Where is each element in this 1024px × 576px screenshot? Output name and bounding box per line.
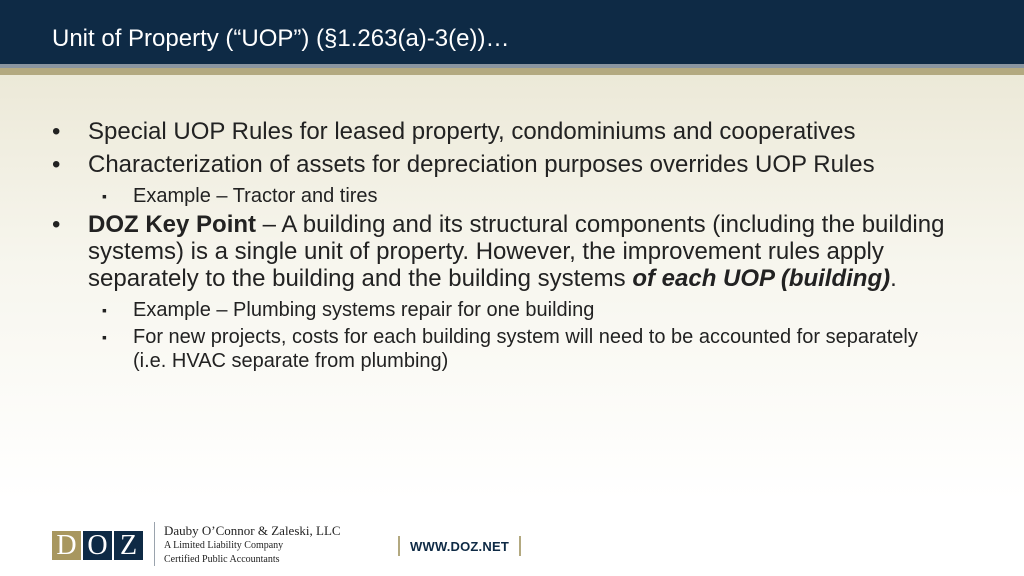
bullet-text: Special UOP Rules for leased property, condominiums and cooperatives [88, 118, 856, 145]
bullet-dot: • [52, 151, 61, 178]
logo-letter-o: O [83, 531, 112, 560]
sub-bullet-text: For new projects, costs for each building system will need to be accounted for separately (i.e. HVAC separate from plumbing) [133, 326, 918, 372]
bullet-end: . [890, 265, 897, 292]
bullet-item-key-point [52, 211, 952, 292]
firm-info [164, 523, 341, 567]
sub-bullet-item [52, 184, 952, 208]
bullet-text: Characterization of assets for depreciation purposes overrides UOP Rules [88, 151, 875, 178]
sub-bullet-square: ▪ [102, 302, 107, 318]
bullet-item [52, 151, 952, 178]
title-bar [0, 0, 1024, 64]
sub-bullet-item [52, 325, 952, 373]
bullet-dot: • [52, 118, 61, 145]
sub-bullet-square: ▪ [102, 329, 107, 345]
sub-bullet-text: Example – Plumbing systems repair for one building [133, 299, 595, 321]
emphasis-text: of each UOP (building) [632, 265, 891, 292]
bullet-item [52, 118, 952, 145]
firm-line-3: Certified Public Accountants [164, 554, 280, 565]
footer-url-group [398, 536, 521, 556]
url-bar-right [519, 536, 521, 556]
key-point-label: DOZ Key Point [88, 211, 257, 238]
logo-letter-z: Z [114, 531, 143, 560]
firm-line-2: A Limited Liability Company [164, 540, 284, 551]
bullet-list [52, 118, 952, 376]
firm-name: Dauby O’Connor & Zaleski, LLC [164, 523, 341, 538]
sub-bullet-item [52, 298, 952, 322]
sub-bullet-square: ▪ [102, 188, 107, 204]
doz-logo [52, 531, 145, 560]
footer-divider [154, 522, 155, 566]
slide-title: Unit of Property (“UOP”) (§1.263(a)-3(e))… [52, 25, 510, 52]
bullet-text: – A building and its structural components (including the building systems) is a single unit of property. However, the improvement rules apply separately to the building and the building systems [88, 211, 945, 292]
bullet-dot: • [52, 211, 61, 238]
website-link[interactable]: WWW.DOZ.NET [410, 538, 509, 554]
logo-letter-d: D [52, 531, 81, 560]
sub-bullet-text: Example – Tractor and tires [133, 185, 378, 207]
divider-stripe-gold [0, 68, 1024, 75]
